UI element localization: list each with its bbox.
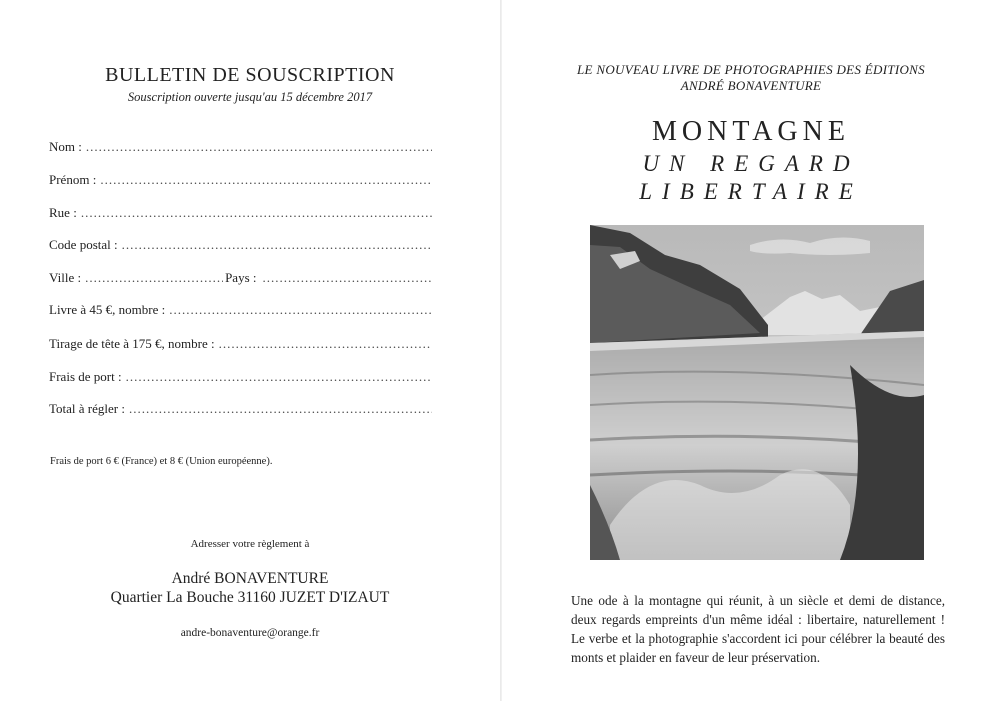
field-label: Prénom : bbox=[49, 172, 97, 187]
dotted-line bbox=[263, 270, 433, 286]
book-subtitle bbox=[502, 150, 1000, 206]
recipient-name: André BONAVENTURE bbox=[171, 570, 329, 587]
field-label: Rue : bbox=[49, 205, 77, 220]
payment-instruction: Adresser votre règlement à bbox=[190, 538, 310, 550]
field-code-postal[interactable] bbox=[49, 237, 432, 257]
tagline-line: LE NOUVEAU LIVRE DE PHOTOGRAPHIES DES ÉDITIONS bbox=[577, 62, 925, 77]
dotted-line bbox=[81, 205, 432, 221]
field-label: Livre à 45 €, nombre : bbox=[49, 302, 166, 317]
publisher-tagline bbox=[502, 62, 1000, 94]
field-label: Nom : bbox=[49, 139, 82, 154]
field-frais-de-port[interactable] bbox=[49, 369, 432, 389]
field-total[interactable] bbox=[49, 401, 432, 421]
glacier-photo bbox=[590, 225, 924, 560]
tagline-line: ANDRÉ BONAVENTURE bbox=[680, 78, 822, 93]
dotted-line bbox=[100, 172, 432, 188]
field-label: Tirage de tête à 175 €, nombre : bbox=[49, 336, 215, 351]
dotted-line bbox=[126, 369, 432, 385]
dotted-line bbox=[85, 270, 223, 286]
form-title: BULLETIN DE SOUSCRIPTION bbox=[105, 64, 395, 86]
book-presentation-page bbox=[502, 0, 1000, 701]
field-label: Ville : bbox=[49, 270, 82, 285]
dotted-line bbox=[86, 139, 432, 155]
field-label-pays: Pays : bbox=[225, 270, 257, 285]
field-rue[interactable] bbox=[49, 205, 432, 225]
book-description: Une ode à la montagne qui réunit, à un siècle et demi de distance, deux regards empreints d'un même idéal : libertaire, naturellement ! Le verbe et la photographie s'accordent ici pour célébrer la beauté des monts et plaider en faveur de leur préservation. bbox=[571, 593, 945, 665]
field-label: Frais de port : bbox=[49, 369, 122, 384]
subtitle-line: LIBERTAIRE bbox=[639, 179, 863, 204]
field-label: Total à régler : bbox=[49, 401, 125, 416]
form-subtitle: Souscription ouverte jusqu'au 15 décembre 2017 bbox=[127, 90, 373, 104]
field-prenom[interactable] bbox=[49, 172, 432, 192]
field-ville-pays[interactable] bbox=[49, 270, 432, 290]
shipping-note: Frais de port 6 € (France) et 8 € (Union européenne). bbox=[50, 456, 273, 467]
dotted-line bbox=[169, 302, 432, 318]
dotted-line bbox=[129, 401, 432, 417]
field-label: Code postal : bbox=[49, 237, 118, 252]
contact-email: andre-bonaventure@orange.fr bbox=[180, 627, 320, 639]
subtitle-line: UN REGARD bbox=[642, 151, 860, 176]
field-tirage-de-tete[interactable] bbox=[49, 336, 432, 356]
book-title: MONTAGNE bbox=[652, 116, 850, 147]
dotted-line bbox=[219, 336, 432, 352]
field-livre[interactable] bbox=[49, 302, 432, 322]
dotted-line bbox=[122, 237, 432, 253]
recipient-address: Quartier La Bouche 31160 JUZET D'IZAUT bbox=[110, 589, 390, 606]
field-nom[interactable] bbox=[49, 139, 432, 159]
